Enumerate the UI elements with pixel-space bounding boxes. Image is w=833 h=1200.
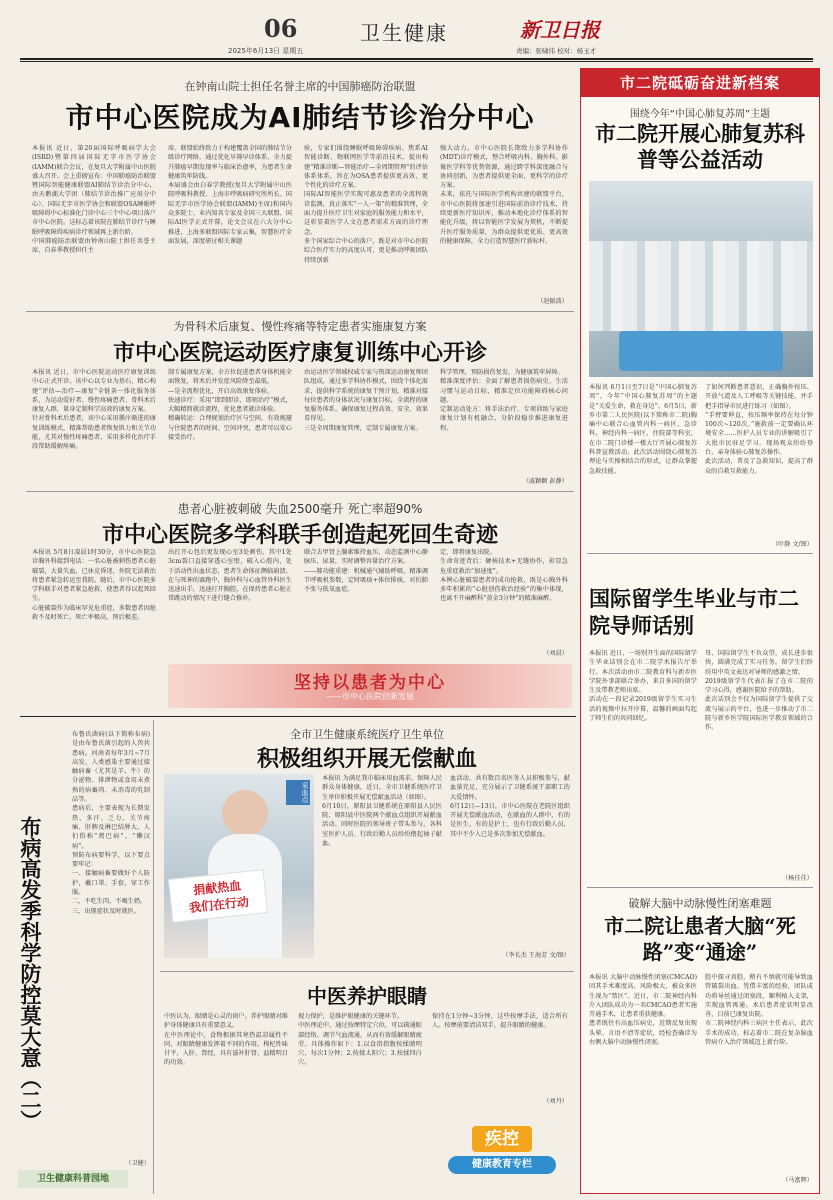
- nurse-figure: [222, 790, 268, 836]
- sidebar-article-column: 本报讯 大脑中动脉慢性闭塞(CMCAO)因其手术难度高、风险极大，被众多医生视为“禁区”。近日，市二院神经内科介入团队成功为一名CMCAO患者实施开通手术，让患者重获健康。 患者既往有高血压病史，近期反复出现头晕、言语不清等症状，经检查确诊为右侧大脑中动脉慢性闭塞。: [589, 974, 697, 1047]
- sidebar-article-headline: 市二院开展心肺复苏科普等公益活动: [595, 121, 805, 172]
- sidebar-article-kicker: 围绕今年“中国心肺复苏周”主题: [629, 109, 771, 120]
- slogan-text: 坚持以患者为中心: [294, 673, 446, 693]
- article-column: 本报讯 5月8日凌晨1时30分，市中心医院急诊胸外科接到电话：一名心脏被刺伤患者心脏破裂，大量失血，已休克昏迷，外院无法救治将患者紧急转运至我院。随后，市中心医院多学科联手对患者紧急抢救，使患者得以起死回生。 心脏破裂作为临床罕见危重症，多数患者因抢救不及时死亡，死亡率极高，预后极差。: [32, 549, 156, 622]
- section-title: 卫生健康: [360, 21, 448, 45]
- article-kicker: 患者心脏被刺破 失血2500毫升 死亡率超90%: [177, 502, 423, 516]
- article-column: 本报讯 近日，第20届国际呼吸病学大会(ISRD)暨第四届国际无字市医学协会(IAMM)联合会议，在复旦大学附属中山医院盛大召开。会上重磅宣布：中国肺癌防治联盟暨国际智能健康联盟AI肺结节诊治分中心，由天鹅湖大学团（肺结节诊治推广应用分中心）、国际无字市医学协会和联盟OSA睡眠呼吸障碍中心标准化门诊中心三个中心项目落户市中心医院。这标志着该院在肺结节诊疗与睡眠呼吸障碍疾病诊疗领域再上新台阶。 中国肺癌防治联盟由钟南山院士担任名誉主席，自春季教授担任主: [32, 145, 156, 255]
- sidebar-article-author: （叶静 文/图）: [771, 541, 813, 548]
- sidebar-divider: [587, 887, 813, 888]
- article-author: （刘晨）: [543, 650, 568, 657]
- sidebar-divider: [587, 553, 813, 554]
- article-headline: 布病高发季科学防控莫大意（二）: [18, 816, 42, 1131]
- article-headline: 市中心医院多学科联手创造起死回生奇迹: [101, 522, 498, 548]
- cdc-column-badge: [442, 1126, 562, 1180]
- article-column: 中医认为，眼睛是心灵的窗户。养护眼睛对维护身体健康具有重要意义。 在中医理论中，食物根据其寒热温凉属性不同，对眼睛健康发挥着不同的作用。枸杞性味甘平，入肝、肾经，具有滋补肝肾、益精明目的功效。: [164, 1013, 288, 1067]
- issue-date: 2025年6月13日 星期五: [228, 47, 304, 55]
- sidebar-article-column: 腔中探寻真腔，稍有不慎就可能导致血管破裂出血。凭借丰富的经验，团队成功将导丝通过闭塞段，顺利植入支架，实现血管再通。术后患者症状明显改善，目前已康复出院。 市二院神经内科三病区主任表示，此次手术的成功，标志着市二院在复杂脑血管病介入治疗领域迈上新台阶。: [705, 974, 813, 1047]
- sidebar-article-kicker: 破解大脑中动脉慢性闭塞难题: [628, 897, 772, 910]
- article-headline: 市中心医院成为AI肺结节诊治分中心: [65, 101, 535, 134]
- article-blood-donation: [160, 720, 574, 972]
- article-tcm-eyes: [160, 976, 574, 1194]
- sidebar-article-column: 本报讯 6月1日至7日是“中国心肺复苏周”，今年“中国心肺复苏周”的主题是“关爱生命，救在身边”。6月5日，新乡市第二人民医院(以下简称市二院)胸痛中心联合心血管内科一病区，急诊科，神经内科一病区、住院部等科室，在市二院门诊楼一楼大厅开展心肺复苏科普宣教活动。此次活动围绕心肺复苏理论与实操相结合的形式，让群众掌握急救技能。: [589, 384, 697, 475]
- donation-sign-line1: 捐献热血: [192, 878, 242, 898]
- article-headline: 市中心医院运动医疗康复训练中心开诊: [112, 340, 487, 366]
- article-column: 出打开心包后更发现心室3处刺伤，其中1处3cm裂口直接穿透心室壁，破入心腔内，处于活动性出血状态，患者生命体征濒临崩溃。 在与死神的赛跑中，胸外科与心血管外科医生迅速出手，迅速打开胸腔，在保持患者心脏正常跳动的情况下进行缝合修补。: [168, 549, 292, 603]
- cpr-activity-photo: [589, 181, 813, 377]
- article-author: （赵振波）: [537, 298, 568, 305]
- column-footer-label: 卫生健康科普园地: [18, 1170, 128, 1188]
- article-column: 制专属康复方案，全方位促进患者身体机能全面恢复，将术后并发症风险降至最低。 —是全流程优化，开启高效康复体验。 快速诊疗：采用“即到即诊，即刻治疗”模式，大幅精简就诊流程，优化患者就诊体验。 精确转运：合理规划治疗区与空间，有效规避与住院患者的时间、空间冲突，患者可以安心接受治疗。: [168, 369, 292, 442]
- article-author: （卫健）: [125, 1160, 150, 1167]
- article-column: 定，即将康复出院。 生命奇迹背后：硬核技术+无缝协作，彰显急危重症救治“加速度”。 本例心脏破裂患者的成功抢救，既是心胸外科多年积累的“心脏创伤救治经验”的集中体现，也离不开麻醉科“黄金3分钟”的精准麻醉。: [440, 549, 568, 603]
- article-headline: 中医养护眼睛: [307, 984, 427, 1008]
- crowd-figures: [589, 241, 813, 331]
- sidebar-banner: 市二院砥砺奋进新档案: [581, 69, 819, 97]
- sidebar-article-author: （杨佳佳）: [782, 875, 813, 882]
- newspaper-logo: 新卫日报: [520, 18, 600, 42]
- article-author: （李长杰 王海芳 文/图）: [502, 952, 570, 959]
- badge-title: 疾控: [472, 1126, 532, 1152]
- sidebar-article-column: 本报讯 近日，一场别开生面的国际留学生毕业话别会在市二院学术报告厅举行。本次活动由市二院教育科与新乡医学院外事部联合举办，来自多国的留学生及带教老师出席。 活动在一段记录2019级留学生实习生活的视频中拉开序幕，温馨的画面勾起了师生们的共同回忆。: [589, 650, 697, 723]
- article-sports-rehab: [26, 316, 574, 492]
- sidebar-article-headline: 市二院让患者大脑“死路”变“通途”: [604, 914, 796, 964]
- article-column: 席。联盟始终致力于构建覆盖全国的肺结节分级诊疗网络，通过优化早筛早诊体系、全力提升肺癌早期发现率与临床治愈率，为患者生命健康筑牢防线。 本届盛会由白春学教授(复旦大学附属中山医院呼吸科教授、上海市呼吸病研究所所长、国际无字市医学协会联盟(IAMM)主席)和国内众多院士、业内知名专家及全国三大联盟、国际AI医学正式开幕，论文会议在六大分中心推进，上海多联盟国际专家云集，智慧医疗全面发展，深度研讨相关课题: [168, 145, 292, 245]
- sidebar-hospital2: [580, 68, 820, 1194]
- photo-tent-sign: 采血点: [286, 780, 310, 805]
- training-mat: [619, 331, 783, 371]
- article-author: （刘丹）: [543, 1098, 568, 1105]
- header-rule-thin: [20, 61, 813, 62]
- article-brucellosis: [14, 720, 154, 1194]
- article-column: 强大动力。市中心医院长期致力多学科协作(MDT)诊疗模式，整合呼吸内科、胸外科、影像医学科等优势资源，通过跨学科深度融合与协同创新，为患者提供更全面、更科学的诊疗方案。 未来，依托与国际医学机构共建的联盟平台，市中心医院将加速引进国际前沿诊疗技术，持续更新医疗知识库，推动本地化诊疗体系的智能化升级，将以智能医学发展为契机，不断提升医疗服务质量，为群众提供更优质、更高效的健康保障，全力打造智慧医疗新标杆。: [440, 145, 568, 245]
- section-divider: [20, 716, 576, 717]
- article-headline: 积极组织开展无偿献血: [256, 746, 477, 772]
- article-column: 布鲁氏菌病(以下简称布病)是由布鲁氏菌引起的人兽共患病。河南省每年3月~7月高发，人类感染主要通过接触病畜（尤其是羊、牛）的分泌物、排泄物或食用未煮熟的病畜肉、未消毒的乳制品等。 患病后，主要表现为长期发热、多汗、乏力、关节疼痛、肝脾及淋巴结肿大，人们俗称“蔫巴病”、“懒汉病”。 预防布病要科学，以下要点要牢记： 一、接触病畜要做好个人防护，戴口罩、手套，穿工作服。 二、不吃生肉、不喝生奶。 三、出现症状及时就医。: [72, 731, 150, 915]
- editors-credit: 责编：张啸伟 校对：杨玉才: [516, 47, 597, 55]
- sidebar-article-column: 母、国际留学生不负众望，成长进步很快，圆满完成了实习任务。留学生们纷纷用中英文表达对导师的感激之情。 2019级留学生代表汇报了在市二院的学习心得，感谢医院给予的帮助。 此次话别会不仅为国际留学生提供了交流与展示的平台，也进一步推动了市二院与新乡医学院国际医学教育领域的合作。: [705, 650, 813, 732]
- article-ai-lung-nodule: [26, 72, 574, 312]
- slogan-banner: [168, 664, 572, 708]
- article-column: 科学管理，预防损伤复发，为健康筑牢屏障。 精准深度评估：全面了解患者损伤病史、生活习惯与运动目标，精准定位功能障碍核心问题。 定制运动处方：将手法治疗、专项训练与家庭康复计划有机融合，分阶段稳步推进康复进程。: [440, 369, 568, 432]
- article-kicker: 为骨科术后康复、慢性疼痛等特定患者实施康复方案: [173, 320, 427, 333]
- article-column: 验，专家们围绕睡眠呼吸障碍疾病、焦系AI智能诊断、物联网医学等前沿技术，提出构建“精准诊断—智能治疗—全周期管理”的评估体系体系，旨在为OSA患者提供更高效、更个性化的诊疗方案。 国际AI智能医学实现可惠及患者的全流程就诊监测，真正落实“一人一策”的精准管理，全面力提升医疗卫生对家庭的服务能力和水平，这彰显着医学人文在患者需求方面的诊疗理念。 多个国家综合中心的落户，既是对市中心医院综合医疗实力的高度认可，更是推动呼吸团队持续创新: [304, 145, 428, 264]
- blood-donation-photo: [164, 774, 314, 958]
- article-kicker: 在钟南山院士担任名誉主席的中国肺癌防治联盟: [184, 80, 416, 93]
- slogan-subtext: ——市中心医院创新发展: [326, 692, 414, 701]
- sidebar-article-column: 了如何判断患者意识，正确胸外按压、开放气道及人工呼吸等关键技能，并手把手指导市民进行练习（如图）。 “手臂要伸直，按压频率保持在每分钟100次~120次。”施救前一定要确认环境安全……医护人员专业的讲解吸引了大批市民驻足学习。现场观众纷纷登台，亲身体验心肺复苏操作。 此次活动，普及了急救知识，提高了群众的自救互救能力。: [705, 384, 813, 475]
- article-column: 血活动，共有数百名医务人员积极参与，献血量充足，充分展示了卫健系统干部职工的大爱情怀。 6月12日—13日，市中心医院在老院区组织开展无偿献血活动，在献血的人群中，有的是医生，有的是护士，也有行政后勤人员，其中不少人已是多次参加无偿献血。: [450, 775, 570, 838]
- donation-sign-line2: 我们在行动: [188, 894, 250, 916]
- badge-subtitle: 健康教育专栏: [448, 1156, 556, 1174]
- sidebar-article-author: （马富辉）: [782, 1177, 813, 1184]
- article-kicker: 全市卫生健康系统医疗卫生单位: [290, 728, 444, 741]
- article-column: 本报讯 为满足我市临床用血需求，保障人民群众身体健康，近日，全市卫健系统医疗卫生单位积极开展无偿献血活动（如图）。 6月10日，原阳县卫健系统在原阳县人民医院、原阳县中医院两个献血点组织开展献血活动。同时医院的领导班子带头参与，各科室医护人员、行政后勤人员纷纷撸起袖子献血。: [322, 775, 442, 848]
- article-column: 视力保护，是维护眼健康的关键环节。 中医理论中，通过按摩特定穴位，可以疏通眼部经络、调节气血流通，从而有效缓解眼睛疲劳。具体操作如下：1.以食指指腹按揉睛明穴，每次1分钟；2.按揉太阳穴；3.按揉四白穴。: [298, 1013, 422, 1067]
- article-author: （戚颖颖 彭静）: [522, 478, 568, 485]
- article-column: 保持在1分钟~3分钟，这些按摩手法，适合所有人。按摩前要清洁双手，提升眼睛的健康。: [432, 1013, 568, 1030]
- article-column: 本报讯 近日，市中心医院运动医疗康复训练中心正式开诊。该中心以专业为基石，精心构建“评估—治疗—康复”全链条一体化服务体系，为运动爱好者、慢性疼痛患者、骨科术后康复人群，量身定制科学高效的康复方案。 针对骨科术后患者，该中心采用循序渐进的康复训练模式，精准帮助患者恢复肌力和关节功能，尤其对慢性疼痛患者，采用多样化治疗手段帮助缓解疼痛。: [32, 369, 156, 451]
- article-column: 由运动医学领域权威专家与资深运动康复师团队组成，通过多学科协作模式，围绕个体化需求，提供科学系统的康复干预计划，精准对接每位患者的身体状况与康复目标，全流程的康复服务体系，确保康复过程高效、安全、效果看得见。 三是全周期康复管理，定制专属康复方案。: [304, 369, 428, 432]
- article-column: 联合去甲肾上腺素维持血压，动态监测中心静脉压、尿量，实时调整容量治疗方案。 ——肺功能重建：机械通气辅助呼吸，精准调节呼吸机参数，定时吸痰+体位排痰，对抗肺不张与低氧血症。: [304, 549, 428, 594]
- sidebar-article-headline: 国际留学生毕业与市二院导师话别: [589, 586, 799, 638]
- header-rule: [20, 58, 813, 60]
- page-number: 06: [264, 14, 298, 43]
